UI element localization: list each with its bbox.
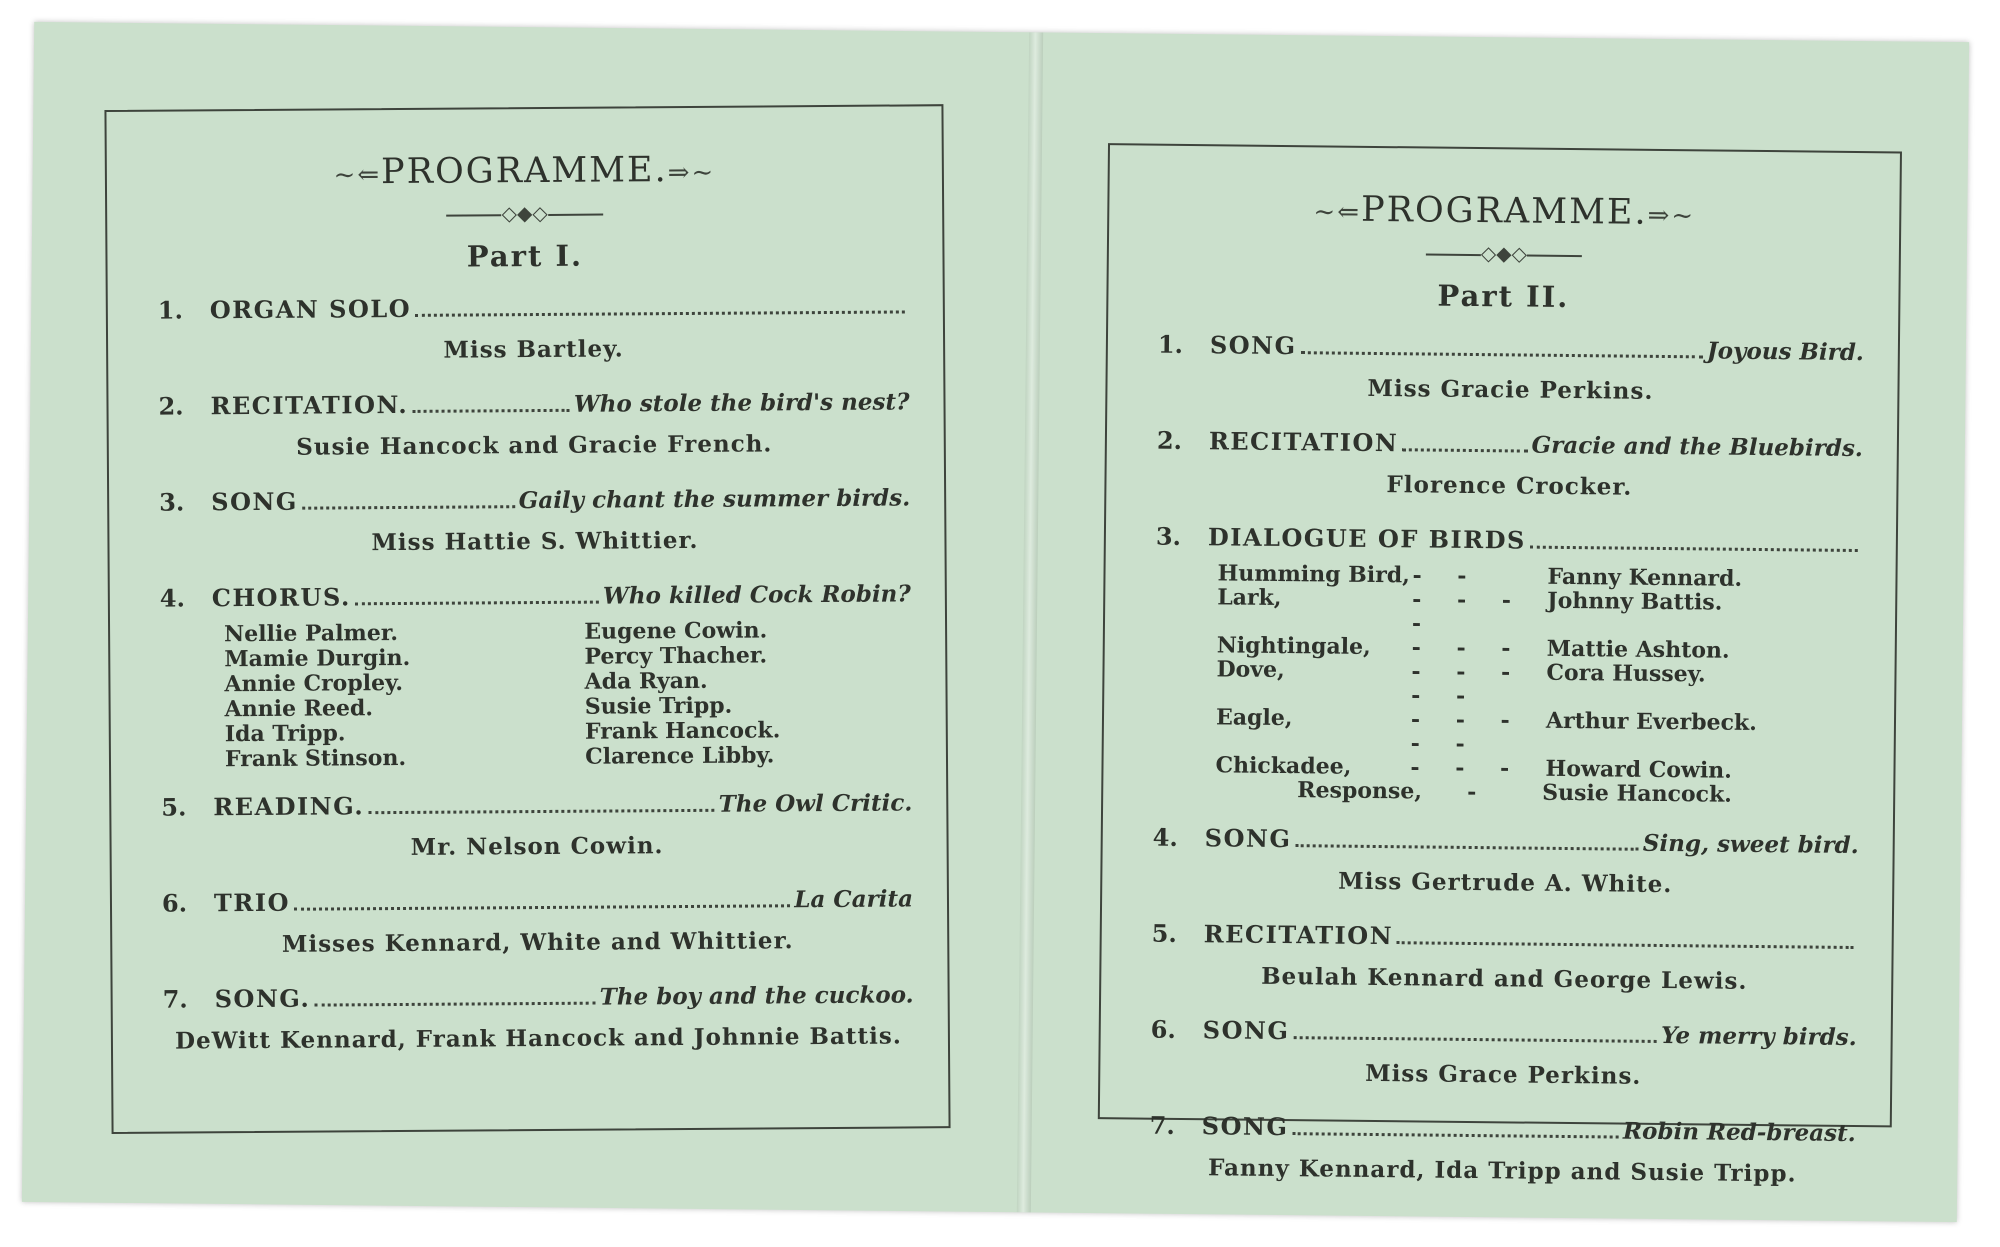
item-title: Ye merry birds. bbox=[1660, 1021, 1857, 1052]
part-title: Part II. bbox=[1437, 278, 1570, 314]
divider-ornament-icon: ◇◆◇ bbox=[107, 198, 942, 228]
item-label: SONG bbox=[1209, 330, 1297, 361]
cast-name: Cora Hussey. bbox=[1546, 659, 1706, 688]
chorus-column-right bbox=[584, 618, 892, 770]
item-performer: Susie Hancock and Gracie French. bbox=[296, 430, 773, 461]
chorus-member: Annie Cropley. bbox=[224, 669, 404, 698]
programme-item bbox=[161, 787, 912, 862]
dot-leader bbox=[1402, 448, 1527, 452]
dot-leader bbox=[415, 310, 905, 316]
chorus-member: Mamie Durgin. bbox=[224, 644, 411, 673]
cast-role: Dove, bbox=[1216, 656, 1285, 684]
cast-name: Johnny Battis. bbox=[1547, 587, 1723, 616]
cast-dashes: - - bbox=[1412, 562, 1481, 590]
cast-name: Susie Hancock. bbox=[1542, 779, 1733, 808]
dot-leader bbox=[294, 904, 790, 910]
programme-item bbox=[158, 290, 909, 365]
item-title: Who killed Cock Robin? bbox=[602, 580, 911, 610]
flourish-left-icon: ~⇐ bbox=[333, 160, 382, 191]
flourish-left-icon: ~⇐ bbox=[1313, 197, 1362, 228]
programme-card bbox=[22, 22, 1969, 1222]
item-number: 1. bbox=[1157, 329, 1184, 359]
item-title: The boy and the cuckoo. bbox=[599, 981, 914, 1011]
chorus-member: Ida Tripp. bbox=[224, 720, 346, 748]
cast-role: Lark, bbox=[1217, 584, 1282, 611]
cast-name: Arthur Everbeck. bbox=[1545, 707, 1758, 736]
chorus-member: Eugene Cowin. bbox=[584, 617, 768, 645]
item-performer: Mr. Nelson Cowin. bbox=[410, 832, 664, 861]
item-performer: Miss Bartley. bbox=[443, 335, 624, 364]
item-number: 5. bbox=[161, 792, 187, 822]
cast-row bbox=[1217, 585, 1861, 640]
item-number: 3. bbox=[159, 487, 185, 517]
item-performer: Misses Kennard, White and Whittier. bbox=[281, 927, 794, 958]
item-label: DIALOGUE OF BIRDS bbox=[1207, 522, 1526, 555]
right-page bbox=[1098, 143, 1902, 1188]
programme-item bbox=[162, 883, 913, 958]
item-number: 3. bbox=[1155, 521, 1182, 551]
dot-leader bbox=[314, 1002, 595, 1007]
item-title: Gracie and the Bluebirds. bbox=[1531, 431, 1864, 463]
item-number: 7. bbox=[1149, 1110, 1175, 1140]
item-label: ORGAN SOLO bbox=[209, 293, 412, 325]
cast-role: Nightingale, bbox=[1216, 632, 1371, 660]
chorus-member: Nellie Palmer. bbox=[224, 620, 399, 648]
item-title: La Carita bbox=[794, 885, 914, 914]
item-performer: Miss Gertrude A. White. bbox=[1338, 867, 1673, 899]
dot-leader bbox=[1530, 546, 1858, 552]
programme-item bbox=[160, 578, 912, 772]
programme-item bbox=[1152, 823, 1859, 900]
cast-row bbox=[1216, 705, 1860, 760]
left-page bbox=[104, 104, 950, 1134]
item-performer: Fanny Kennard, Ida Tripp and Susie Tripp. bbox=[1207, 1154, 1797, 1188]
item-performer: Miss Gracie Perkins. bbox=[1367, 374, 1654, 405]
item-label: SONG bbox=[1201, 1111, 1289, 1142]
chorus-member: Frank Stinson. bbox=[224, 744, 407, 773]
chorus-member: Frank Hancock. bbox=[584, 717, 781, 745]
programme-item bbox=[1153, 522, 1862, 808]
dialogue-cast bbox=[1215, 561, 1861, 808]
programme-item bbox=[1149, 1111, 1856, 1188]
dot-leader bbox=[1397, 941, 1854, 949]
programme-item bbox=[163, 979, 914, 1054]
chorus-column-left bbox=[224, 620, 532, 772]
cast-dashes: - bbox=[1467, 778, 1491, 806]
item-number: 6. bbox=[1150, 1014, 1176, 1044]
item-performer: Miss Grace Perkins. bbox=[1365, 1059, 1642, 1090]
cast-dashes: - - - bbox=[1411, 634, 1525, 662]
item-performer: Miss Hattie S. Whittier. bbox=[371, 526, 699, 557]
dot-leader bbox=[368, 809, 715, 814]
item-label: READING. bbox=[213, 791, 365, 822]
cast-name: Fanny Kennard. bbox=[1547, 563, 1743, 592]
chorus-list bbox=[224, 618, 892, 773]
cast-dashes: - - - - bbox=[1411, 586, 1526, 637]
item-label: RECITATION bbox=[1208, 426, 1399, 458]
dot-leader bbox=[1300, 351, 1702, 358]
programme-item bbox=[1151, 919, 1858, 996]
heading-text: PROGRAMME. bbox=[1360, 189, 1648, 233]
item-number: 4. bbox=[1152, 822, 1178, 852]
cast-dashes: - - - bbox=[1410, 754, 1524, 782]
item-title: Robin Red-breast. bbox=[1622, 1117, 1856, 1148]
programme-item bbox=[159, 482, 910, 557]
item-label: RECITATION bbox=[1203, 919, 1394, 951]
item-label: CHORUS. bbox=[211, 582, 351, 613]
programme-item bbox=[1156, 426, 1863, 503]
chorus-member: Susie Tripp. bbox=[584, 692, 733, 720]
chorus-member: Ada Ryan. bbox=[584, 667, 708, 695]
dot-leader bbox=[412, 409, 570, 413]
cast-role: Humming Bird, bbox=[1217, 560, 1410, 589]
dot-leader bbox=[355, 601, 599, 606]
chorus-member: Clarence Libby. bbox=[585, 742, 775, 770]
programme-item bbox=[1157, 330, 1864, 407]
item-number: 2. bbox=[1156, 425, 1183, 455]
item-number: 7. bbox=[162, 984, 188, 1014]
item-label: SONG bbox=[1204, 823, 1292, 854]
chorus-member: Annie Reed. bbox=[224, 695, 374, 723]
item-number: 5. bbox=[1151, 918, 1177, 948]
cast-name: Mattie Ashton. bbox=[1546, 635, 1730, 664]
cast-role: Chickadee, bbox=[1215, 752, 1352, 780]
item-label: TRIO bbox=[213, 887, 291, 918]
item-number: 4. bbox=[159, 583, 186, 613]
dot-leader bbox=[1292, 1132, 1619, 1138]
cast-role: Eagle, bbox=[1215, 704, 1293, 732]
cast-role: Response, bbox=[1297, 777, 1423, 805]
center-fold bbox=[1017, 32, 1043, 1212]
item-title: The Owl Critic. bbox=[718, 789, 913, 818]
part-title: Part I. bbox=[466, 238, 584, 274]
cast-name: Howard Cowin. bbox=[1545, 755, 1733, 784]
item-title: Gaily chant the summer birds. bbox=[518, 484, 911, 515]
chorus-member: Percy Thacher. bbox=[584, 642, 768, 670]
dot-leader bbox=[302, 505, 515, 509]
item-label: RECITATION. bbox=[210, 389, 409, 421]
item-title: Sing, sweet bird. bbox=[1642, 829, 1859, 860]
item-performer: Beulah Kennard and George Lewis. bbox=[1261, 962, 1748, 995]
dot-leader bbox=[1293, 1036, 1657, 1043]
divider-ornament-icon: ◇◆◇ bbox=[1109, 237, 1899, 269]
item-title: Joyous Bird. bbox=[1706, 337, 1865, 367]
item-label: SONG. bbox=[214, 983, 311, 1014]
cast-dashes: - - - - - bbox=[1411, 658, 1525, 710]
right-heading bbox=[1109, 187, 1899, 235]
item-number: 1. bbox=[157, 295, 184, 325]
item-number: 2. bbox=[158, 391, 184, 421]
item-label: SONG bbox=[1202, 1015, 1290, 1046]
left-heading bbox=[107, 148, 942, 194]
programme-item bbox=[158, 386, 909, 461]
item-label: SONG bbox=[211, 486, 298, 517]
item-number: 6. bbox=[161, 888, 188, 918]
item-performer: DeWitt Kennard, Frank Hancock and Johnnie Battis. bbox=[174, 1022, 902, 1055]
flourish-right-icon: ⇒~ bbox=[1647, 200, 1696, 232]
dot-leader bbox=[1295, 844, 1638, 851]
item-title: Who stole the bird's nest? bbox=[573, 388, 910, 418]
item-performer: Florence Crocker. bbox=[1386, 471, 1633, 501]
programme-item bbox=[1150, 1015, 1857, 1092]
flourish-right-icon: ⇒~ bbox=[667, 157, 716, 189]
heading-text: PROGRAMME. bbox=[380, 150, 668, 193]
cast-row bbox=[1216, 657, 1860, 712]
cast-dashes: - - - - - bbox=[1410, 706, 1524, 758]
